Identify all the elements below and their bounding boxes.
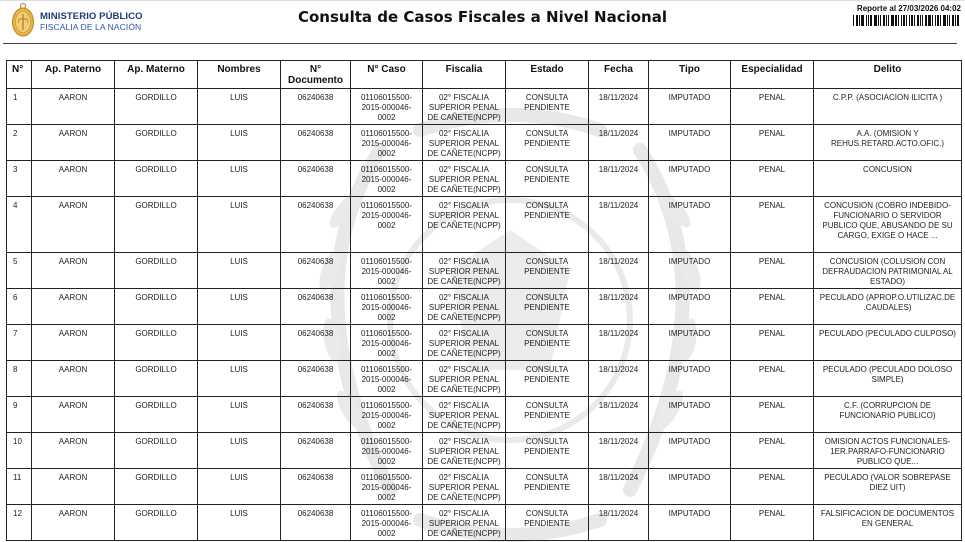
cell-ap-paterno: AARON [32, 253, 115, 289]
cell-tipo: IMPUTADO [649, 361, 731, 397]
cell-delito: C.P.P. (ASOCIACION ILICITA ) [814, 89, 962, 125]
cell-fiscalia: 02° FISCALIA SUPERIOR PENAL DE CAÑETE(NCPP) [423, 197, 506, 253]
cell-n: 6 [7, 289, 32, 325]
cell-documento: 06240638 [281, 289, 351, 325]
cell-ap-paterno: AARON [32, 289, 115, 325]
cell-caso: 01106015500-2015-000046-0002 [351, 125, 423, 161]
cell-tipo: IMPUTADO [649, 161, 731, 197]
cell-fecha: 18/11/2024 [589, 125, 649, 161]
cell-documento: 06240638 [281, 397, 351, 433]
cell-fecha: 18/11/2024 [589, 361, 649, 397]
cell-ap-paterno: AARON [32, 361, 115, 397]
cell-n: 4 [7, 197, 32, 253]
cell-fiscalia: 02° FISCALIA SUPERIOR PENAL DE CAÑETE(NCPP) [423, 89, 506, 125]
cell-caso: 01106015500-2015-000046-0002 [351, 253, 423, 289]
cell-fecha: 18/11/2024 [589, 397, 649, 433]
table-row [7, 289, 962, 325]
cell-especialidad: PENAL [731, 505, 814, 541]
cell-nombres: LUIS [198, 125, 281, 161]
cell-n: 9 [7, 397, 32, 433]
cell-fecha: 18/11/2024 [589, 433, 649, 469]
barcode-icon [853, 15, 961, 26]
cell-nombres: LUIS [198, 197, 281, 253]
cell-especialidad: PENAL [731, 397, 814, 433]
cell-ap-materno: GORDILLO [115, 125, 198, 161]
col-header-estado: Estado [506, 61, 589, 89]
cell-especialidad: PENAL [731, 253, 814, 289]
cell-ap-paterno: AARON [32, 197, 115, 253]
cell-fiscalia: 02° FISCALIA SUPERIOR PENAL DE CAÑETE(NCPP) [423, 469, 506, 505]
cell-especialidad: PENAL [731, 361, 814, 397]
cell-delito: PECULADO (PECULADO CULPOSO) [814, 325, 962, 361]
cell-tipo: IMPUTADO [649, 253, 731, 289]
cell-tipo: IMPUTADO [649, 433, 731, 469]
cell-n: 10 [7, 433, 32, 469]
cell-ap-paterno: AARON [32, 433, 115, 469]
cell-estado: CONSULTA PENDIENTE [506, 253, 589, 289]
cell-ap-paterno: AARON [32, 89, 115, 125]
cell-fecha: 18/11/2024 [589, 161, 649, 197]
cell-tipo: IMPUTADO [649, 325, 731, 361]
cell-nombres: LUIS [198, 433, 281, 469]
cell-caso: 01106015500-2015-000046-0002 [351, 89, 423, 125]
cell-documento: 06240638 [281, 361, 351, 397]
cell-delito: CONCUSION (COBRO INDEBIDO-FUNCIONARIO O SERVIDOR PUBLICO QUE, ABUSANDO DE SU CARGO, EXIGE O HACE ... [814, 197, 962, 253]
cell-fiscalia: 02° FISCALIA SUPERIOR PENAL DE CAÑETE(NCPP) [423, 253, 506, 289]
cell-fecha: 18/11/2024 [589, 505, 649, 541]
cell-n: 11 [7, 469, 32, 505]
cell-documento: 06240638 [281, 161, 351, 197]
cell-ap-materno: GORDILLO [115, 89, 198, 125]
cell-caso: 01106015500-2015-000046-0002 [351, 469, 423, 505]
cell-nombres: LUIS [198, 289, 281, 325]
cell-ap-materno: GORDILLO [115, 433, 198, 469]
cell-especialidad: PENAL [731, 125, 814, 161]
cell-delito: FALSIFICACION DE DOCUMENTOS EN GENERAL [814, 505, 962, 541]
cell-documento: 06240638 [281, 433, 351, 469]
cell-fiscalia: 02° FISCALIA SUPERIOR PENAL DE CAÑETE(NCPP) [423, 289, 506, 325]
cell-fiscalia: 02° FISCALIA SUPERIOR PENAL DE CAÑETE(NCPP) [423, 161, 506, 197]
col-header-caso: N° Caso [351, 61, 423, 89]
cell-fecha: 18/11/2024 [589, 197, 649, 253]
cell-fiscalia: 02° FISCALIA SUPERIOR PENAL DE CAÑETE(NCPP) [423, 361, 506, 397]
cell-ap-materno: GORDILLO [115, 505, 198, 541]
cell-ap-paterno: AARON [32, 397, 115, 433]
table-row [7, 397, 962, 433]
cell-caso: 01106015500-2015-000046-0002 [351, 397, 423, 433]
cell-documento: 06240638 [281, 253, 351, 289]
col-header-ap-materno: Ap. Materno [115, 61, 198, 89]
cell-estado: CONSULTA PENDIENTE [506, 397, 589, 433]
cell-ap-materno: GORDILLO [115, 289, 198, 325]
cell-delito: PECULADO (VALOR SOBREPASE DIEZ UIT) [814, 469, 962, 505]
col-header-fecha: Fecha [589, 61, 649, 89]
cell-tipo: IMPUTADO [649, 197, 731, 253]
report-date: Reporte al 27/03/2026 04:02 [856, 4, 961, 13]
cell-tipo: IMPUTADO [649, 469, 731, 505]
cell-tipo: IMPUTADO [649, 89, 731, 125]
brand-subtitle: FISCALIA DE LA NACIÓN [40, 22, 142, 32]
cell-caso: 01106015500-2015-000046-0002 [351, 325, 423, 361]
cell-nombres: LUIS [198, 253, 281, 289]
col-header-tipo: Tipo [649, 61, 731, 89]
cell-estado: CONSULTA PENDIENTE [506, 289, 589, 325]
cell-fecha: 18/11/2024 [589, 289, 649, 325]
cell-nombres: LUIS [198, 89, 281, 125]
cell-nombres: LUIS [198, 325, 281, 361]
cell-tipo: IMPUTADO [649, 125, 731, 161]
cell-tipo: IMPUTADO [649, 289, 731, 325]
col-header-documento: N° Documento [281, 61, 351, 89]
cell-documento: 06240638 [281, 325, 351, 361]
col-header-fiscalia: Fiscalia [423, 61, 506, 89]
cell-fiscalia: 02° FISCALIA SUPERIOR PENAL DE CAÑETE(NCPP) [423, 397, 506, 433]
cell-estado: CONSULTA PENDIENTE [506, 361, 589, 397]
cell-ap-materno: GORDILLO [115, 469, 198, 505]
cell-ap-materno: GORDILLO [115, 361, 198, 397]
cell-especialidad: PENAL [731, 161, 814, 197]
cell-caso: 01106015500-2015-000046-0002 [351, 361, 423, 397]
cell-caso: 01106015500-2015-000046-0002 [351, 197, 423, 253]
table-row [7, 469, 962, 505]
col-header-n: N° [7, 61, 32, 89]
cell-ap-materno: GORDILLO [115, 325, 198, 361]
table-row [7, 433, 962, 469]
cell-documento: 06240638 [281, 505, 351, 541]
col-header-delito: Delito [814, 61, 962, 89]
cell-estado: CONSULTA PENDIENTE [506, 433, 589, 469]
cell-documento: 06240638 [281, 89, 351, 125]
table-row [7, 253, 962, 289]
cell-ap-materno: GORDILLO [115, 161, 198, 197]
cell-estado: CONSULTA PENDIENTE [506, 197, 589, 253]
cell-n: 7 [7, 325, 32, 361]
table-row [7, 197, 962, 253]
table-header-row [7, 61, 962, 89]
col-header-nombres: Nombres [198, 61, 281, 89]
cell-ap-paterno: AARON [32, 505, 115, 541]
cell-fiscalia: 02° FISCALIA SUPERIOR PENAL DE CAÑETE(NCPP) [423, 325, 506, 361]
cell-ap-materno: GORDILLO [115, 397, 198, 433]
table-row [7, 89, 962, 125]
cell-n: 1 [7, 89, 32, 125]
cell-documento: 06240638 [281, 125, 351, 161]
cell-fecha: 18/11/2024 [589, 469, 649, 505]
cell-nombres: LUIS [198, 161, 281, 197]
cell-fiscalia: 02° FISCALIA SUPERIOR PENAL DE CAÑETE(NCPP) [423, 433, 506, 469]
col-header-especialidad: Especialidad [731, 61, 814, 89]
cell-n: 8 [7, 361, 32, 397]
brand-name: MINISTERIO PÚBLICO [40, 11, 143, 22]
table-row [7, 361, 962, 397]
cell-estado: CONSULTA PENDIENTE [506, 125, 589, 161]
cell-n: 12 [7, 505, 32, 541]
cell-fiscalia: 02° FISCALIA SUPERIOR PENAL DE CAÑETE(NCPP) [423, 505, 506, 541]
cell-especialidad: PENAL [731, 89, 814, 125]
cell-estado: CONSULTA PENDIENTE [506, 505, 589, 541]
cell-especialidad: PENAL [731, 325, 814, 361]
cell-ap-paterno: AARON [32, 469, 115, 505]
cell-nombres: LUIS [198, 361, 281, 397]
table-row [7, 325, 962, 361]
cell-delito: CONCUSION (COLUSION CON DEFRAUDACION PATRIMONIAL AL ESTADO) [814, 253, 962, 289]
cell-caso: 01106015500-2015-000046-0002 [351, 433, 423, 469]
cell-nombres: LUIS [198, 505, 281, 541]
cell-especialidad: PENAL [731, 289, 814, 325]
cell-especialidad: PENAL [731, 197, 814, 253]
cell-tipo: IMPUTADO [649, 505, 731, 541]
cell-estado: CONSULTA PENDIENTE [506, 89, 589, 125]
table-row [7, 161, 962, 197]
cell-documento: 06240638 [281, 197, 351, 253]
cell-documento: 06240638 [281, 469, 351, 505]
cell-ap-paterno: AARON [32, 325, 115, 361]
cell-delito: C.F. (CORRUPCION DE FUNCIONARIO PUBLICO) [814, 397, 962, 433]
cell-especialidad: PENAL [731, 433, 814, 469]
cell-ap-materno: GORDILLO [115, 253, 198, 289]
cases-table [6, 60, 962, 541]
cell-delito: CONCUSION [814, 161, 962, 197]
header-divider [3, 43, 957, 44]
cell-estado: CONSULTA PENDIENTE [506, 325, 589, 361]
cell-nombres: LUIS [198, 397, 281, 433]
col-header-ap-paterno: Ap. Paterno [32, 61, 115, 89]
cell-n: 2 [7, 125, 32, 161]
cell-caso: 01106015500-2015-000046-0002 [351, 289, 423, 325]
cell-ap-paterno: AARON [32, 161, 115, 197]
cell-n: 3 [7, 161, 32, 197]
cell-delito: PECULADO (APROP.O.UTILIZAC.DE .CAUDALES) [814, 289, 962, 325]
cell-caso: 01106015500-2015-000046-0002 [351, 505, 423, 541]
cell-delito: PECULADO (PECULADO DOLOSO SIMPLE) [814, 361, 962, 397]
cell-ap-materno: GORDILLO [115, 197, 198, 253]
table-row [7, 505, 962, 541]
report-header [0, 0, 965, 44]
cell-fiscalia: 02° FISCALIA SUPERIOR PENAL DE CAÑETE(NCPP) [423, 125, 506, 161]
cell-delito: OMISION ACTOS FUNCIONALES-1ER.PARRAFO-FUNCIONARIO PUBLICO QUE... [814, 433, 962, 469]
cell-estado: CONSULTA PENDIENTE [506, 469, 589, 505]
cell-fecha: 18/11/2024 [589, 325, 649, 361]
cell-fecha: 18/11/2024 [589, 89, 649, 125]
cell-fecha: 18/11/2024 [589, 253, 649, 289]
page-title: Consulta de Casos Fiscales a Nivel Nacional [297, 8, 667, 26]
cell-caso: 01106015500-2015-000046-0002 [351, 161, 423, 197]
cell-n: 5 [7, 253, 32, 289]
cell-tipo: IMPUTADO [649, 397, 731, 433]
cell-ap-paterno: AARON [32, 125, 115, 161]
cell-delito: A.A. (OMISION Y REHUS.RETARD.ACTO.OFIC.) [814, 125, 962, 161]
table-row [7, 125, 962, 161]
report-stamp [853, 4, 961, 26]
cell-especialidad: PENAL [731, 469, 814, 505]
cell-estado: CONSULTA PENDIENTE [506, 161, 589, 197]
cell-nombres: LUIS [198, 469, 281, 505]
